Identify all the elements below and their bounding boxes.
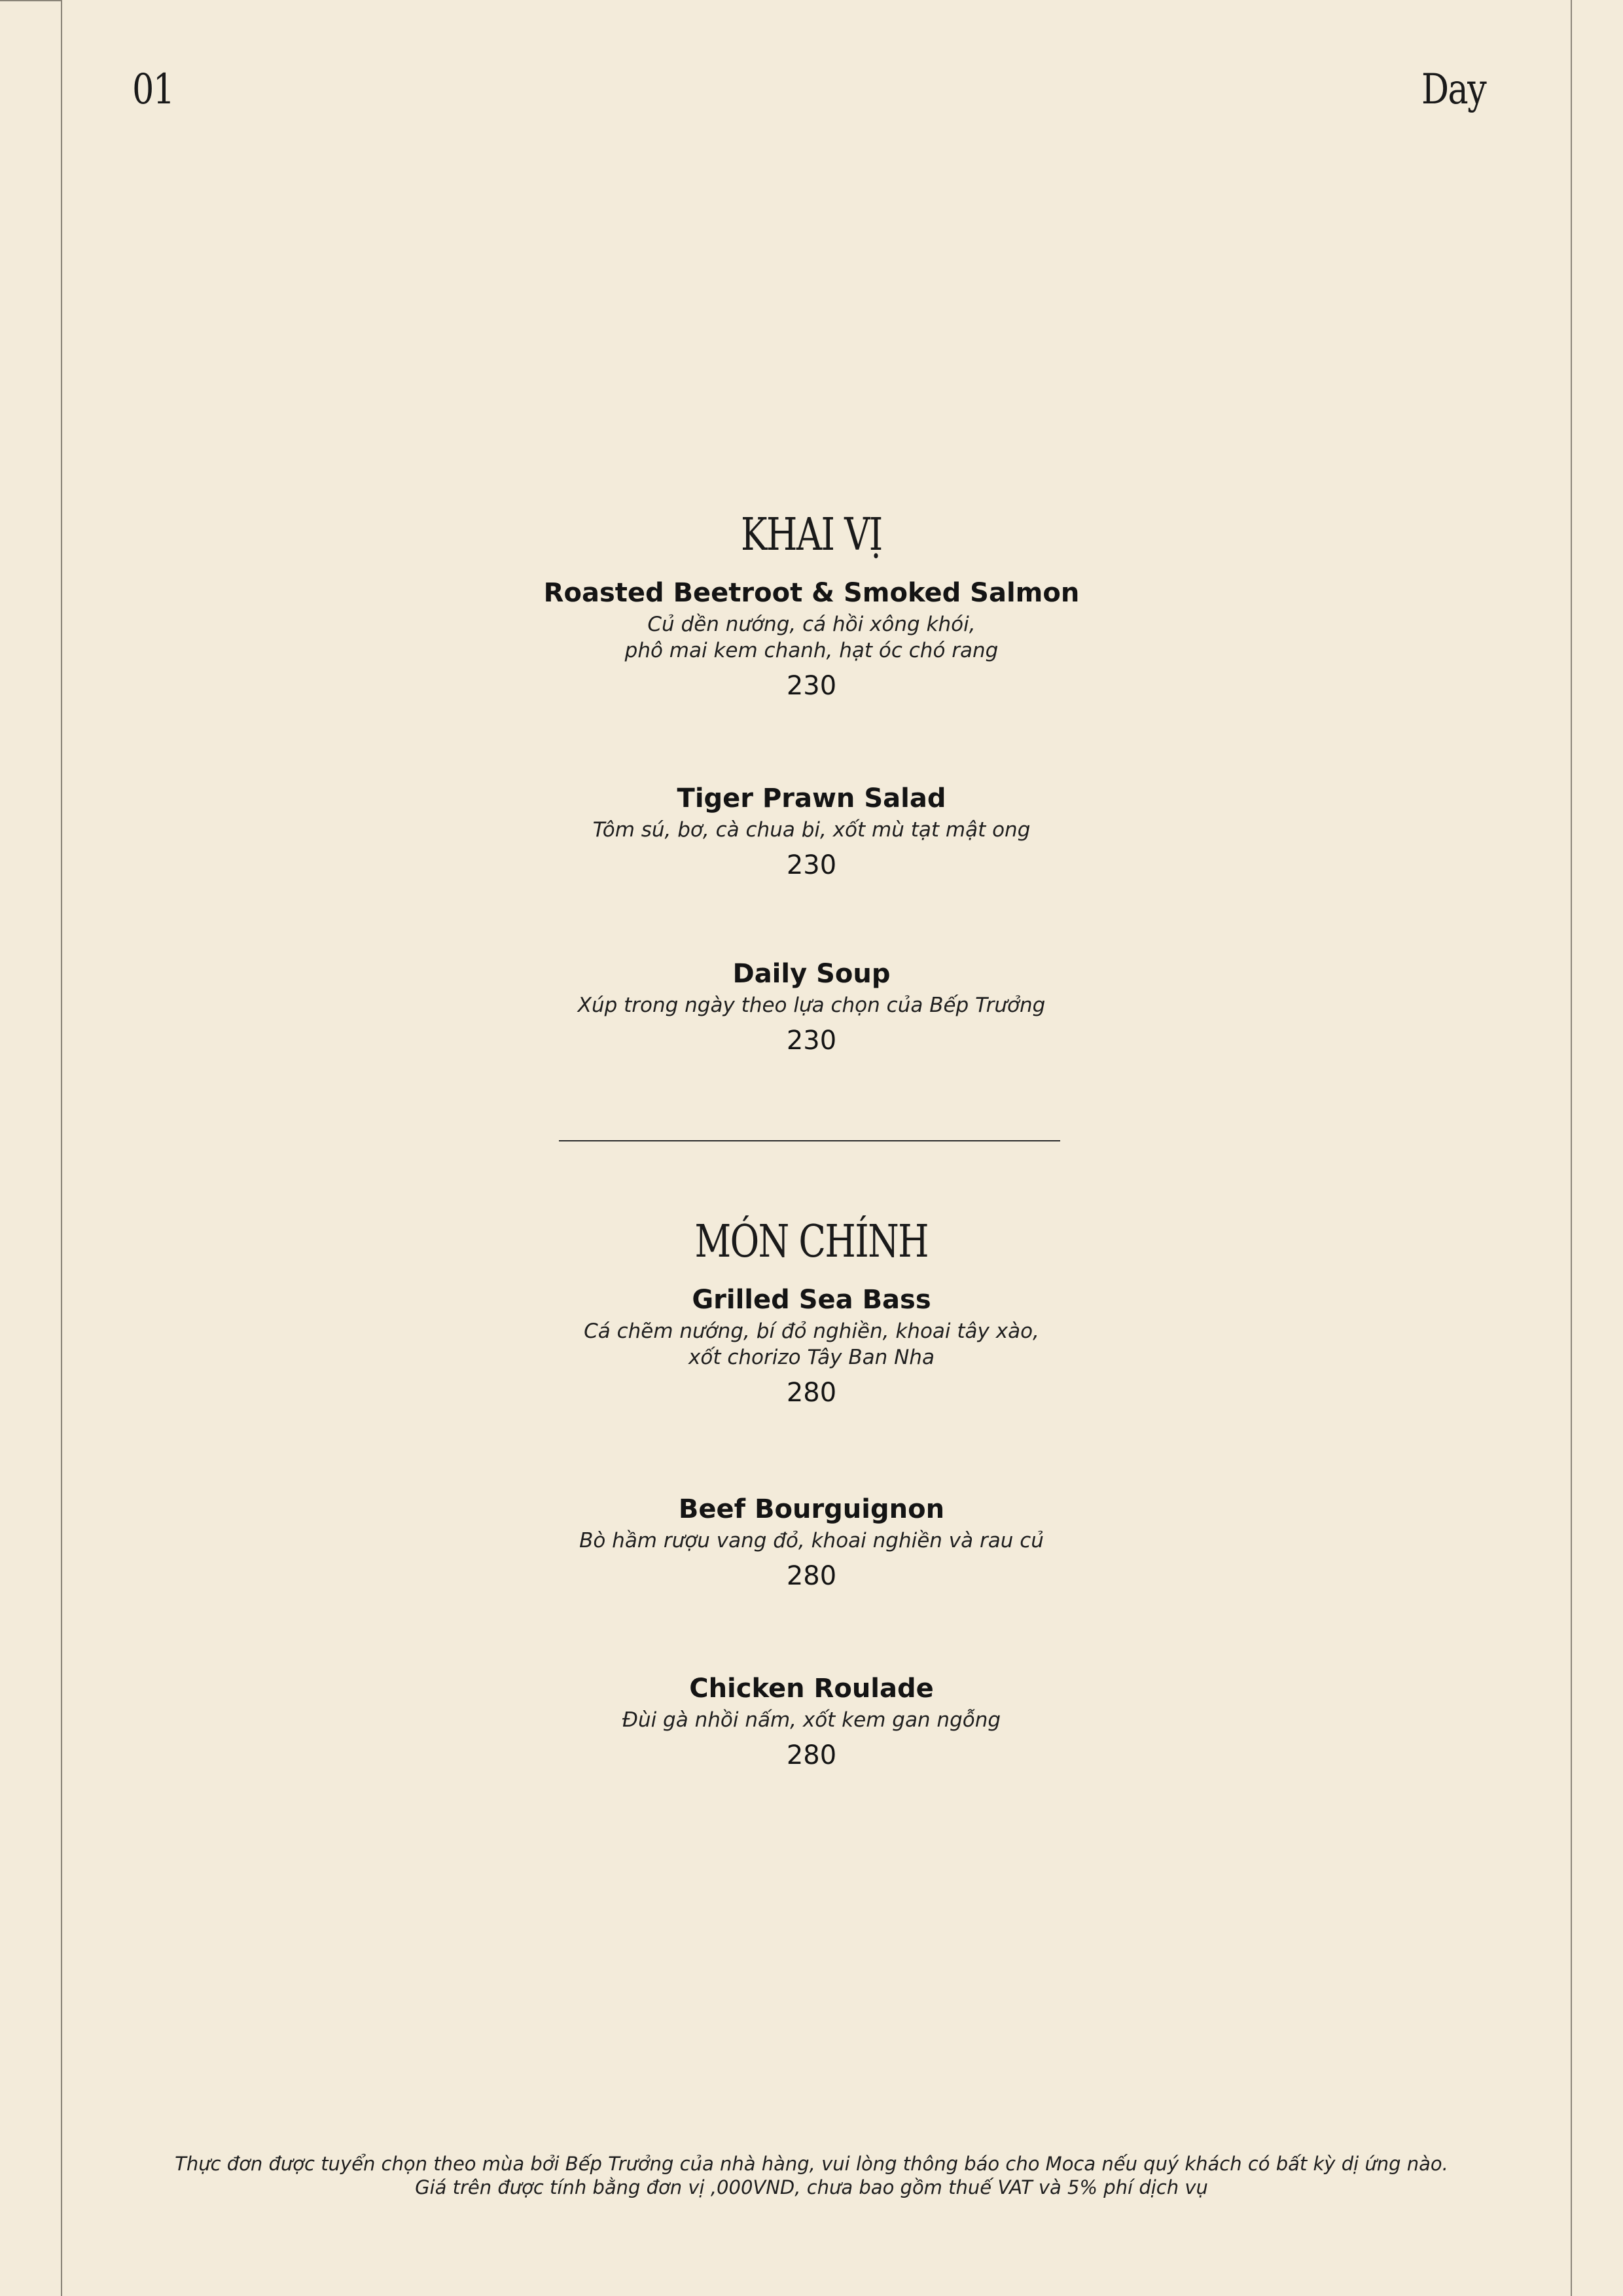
dish-price: 280: [786, 1378, 837, 1408]
top-left-rule: [0, 0, 61, 1]
dish-price: 280: [786, 1561, 837, 1591]
section-divider: [559, 1140, 1060, 1141]
section-title-text: MÓN CHÍNH: [694, 1216, 929, 1268]
section-title-text: KHAI VỊ: [741, 509, 882, 561]
dish-price: 280: [786, 1740, 837, 1770]
footer-line: Giá trên được tính bằng đơn vị ,000VND, chưa bao gồm thuế VAT và 5% phí dịch vụ: [415, 2176, 1208, 2198]
dish-description: Xúp trong ngày theo lựa chọn của Bếp Trưởng: [577, 994, 1046, 1017]
section-title-mains: [0, 1216, 1623, 1268]
dish-name: Chicken Roulade: [689, 1674, 934, 1704]
dish-price: 230: [786, 671, 837, 701]
footer-note: [0, 2152, 1623, 2199]
menu-item: [0, 1282, 1623, 1407]
menu-item: [0, 956, 1623, 1055]
dish-price: 230: [786, 850, 837, 880]
dish-description: Tôm sú, bơ, cà chua bi, xốt mù tạt mật ong: [592, 818, 1031, 842]
menu-item: [0, 1670, 1623, 1770]
dish-description: Bò hầm rượu vang đỏ, khoai nghiền và rau củ: [579, 1529, 1044, 1552]
right-margin-rule: [1571, 0, 1572, 2296]
footer-line: Thực đơn được tuyển chọn theo mùa bởi Bếp Trưởng của nhà hàng, vui lòng thông báo cho Moca nếu quý khách có bất kỳ dị ứng nào.: [175, 2153, 1448, 2175]
page-number: 01: [132, 65, 174, 114]
dish-description: xốt chorizo Tây Ban Nha: [688, 1346, 935, 1369]
dish-description: Củ dền nướng, cá hồi xông khói,: [647, 613, 976, 636]
left-margin-rule: [61, 0, 62, 2296]
dish-description: phô mai kem chanh, hạt óc chó rang: [624, 639, 999, 662]
dish-name: Roasted Beetroot & Smoked Salmon: [543, 578, 1080, 608]
menu-item: [0, 780, 1623, 880]
dish-description: Cá chẽm nướng, bí đỏ nghiền, khoai tây xào,: [584, 1319, 1039, 1343]
dish-name: Daily Soup: [732, 959, 891, 989]
dish-name: Beef Bourguignon: [678, 1494, 945, 1524]
menu-item: [0, 1491, 1623, 1590]
menu-item: [0, 575, 1623, 700]
dish-name: Tiger Prawn Salad: [677, 783, 946, 814]
dish-name: Grilled Sea Bass: [692, 1285, 931, 1315]
section-title-appetizers: [0, 509, 1623, 561]
dish-price: 230: [786, 1026, 837, 1056]
page-label: Day: [1421, 65, 1486, 114]
dish-description: Đùi gà nhồi nấm, xốt kem gan ngỗng: [622, 1708, 1001, 1732]
